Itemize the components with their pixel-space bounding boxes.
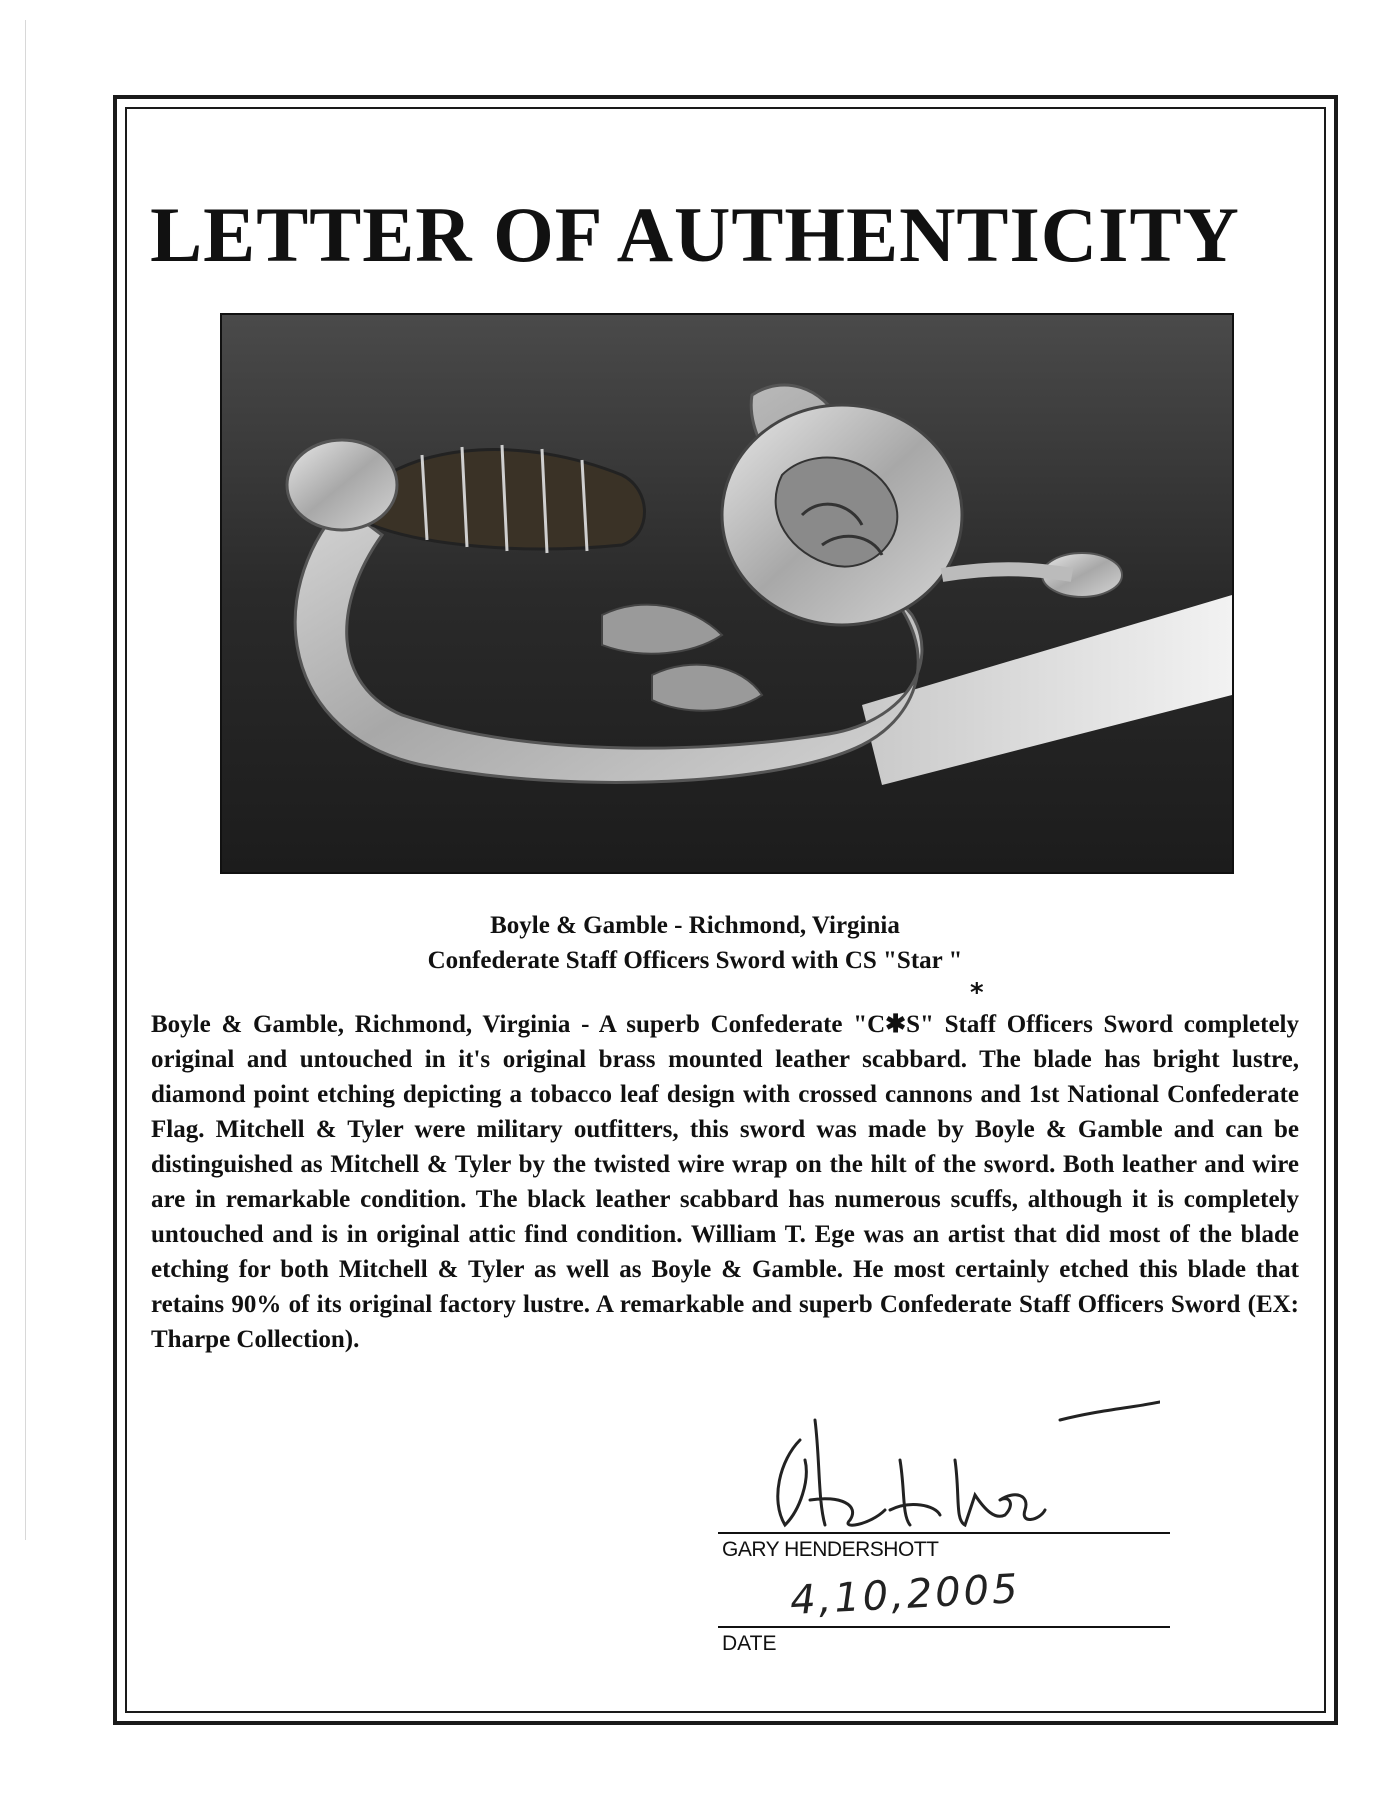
signer-name: GARY HENDERSHOTT <box>722 1538 939 1561</box>
handwritten-date: 4,10,2005 <box>788 1565 1022 1625</box>
sword-hilt-photo <box>220 313 1234 874</box>
subtitle-item: Confederate Staff Officers Sword with CS "Star " <box>427 947 963 974</box>
document-title: LETTER OF AUTHENTICITY <box>150 191 1240 278</box>
date-label: DATE <box>722 1632 777 1655</box>
description-paragraph: Boyle & Gamble, Richmond, Virginia - A superb Confederate "C✱S" Staff Officers Sword completely original and untouched in it's original brass mounted leather scabbard. The blade has bright lustre, diamond point etching depicting a tobacco leaf design with crossed cannons and 1st National Confederate Flag. Mitchell & Tyler were military outfitters, this sword was made by Boyle & Gamble and can be distinguished as Mitchell & Tyler by the twisted wire wrap on the hilt of the sword. Both leather and wire are in remarkable condition. The black leather scabbard has numerous scuffs, although it is completely untouched and is in original attic find condition. William T. Ege was an artist that did most of the blade etching for both Mitchell & Tyler as well as Boyle & Gamble. He most certainly etched this blade that retains 90% of its original factory lustre. A remarkable and superb Confederate Staff Officers Sword (EX: Tharpe Collection). <box>151 1011 1299 1353</box>
signature <box>740 1400 1160 1540</box>
date-line <box>718 1626 1170 1628</box>
signature-line <box>718 1532 1170 1534</box>
handwritten-star-mark: * <box>970 978 984 1008</box>
subtitle-maker: Boyle & Gamble - Richmond, Virginia <box>490 912 900 939</box>
